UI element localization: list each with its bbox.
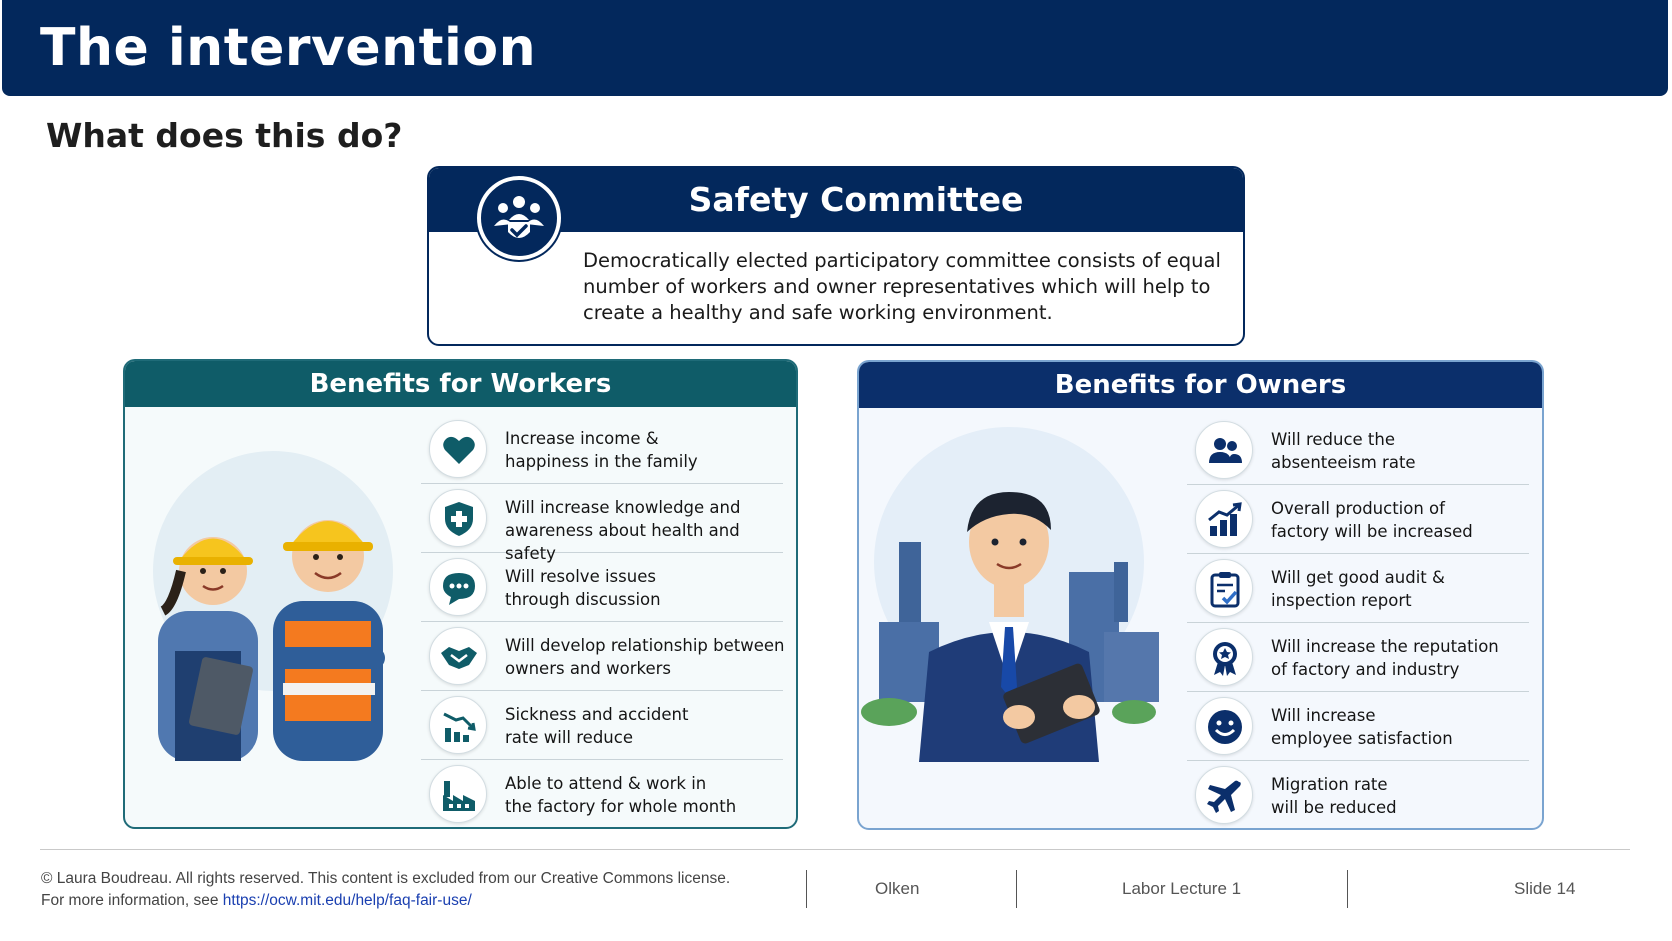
benefit-text: Will get good audit & inspection report bbox=[1271, 568, 1445, 610]
owners-panel-title: Benefits for Owners bbox=[859, 362, 1542, 408]
list-item bbox=[421, 622, 783, 691]
chart-down-icon bbox=[429, 696, 487, 754]
benefit-text: Will develop relationship between owners and workers bbox=[505, 636, 785, 678]
slide-title: The intervention bbox=[40, 18, 537, 78]
benefit-text: Migration rate will be reduced bbox=[1271, 775, 1397, 817]
benefit-text: Will increase knowledge and awareness about health and safety bbox=[505, 498, 741, 563]
list-item bbox=[421, 691, 783, 760]
list-item bbox=[421, 484, 783, 563]
workers-panel-title: Benefits for Workers bbox=[125, 361, 796, 407]
footer-separator bbox=[806, 870, 807, 908]
chart-up-icon bbox=[1195, 490, 1253, 548]
footer-divider bbox=[40, 849, 1630, 850]
committee-description: Democratically elected participatory committee consists of equal number of workers and owner representatives which will help to create a healthy and safe working environment. bbox=[583, 249, 1221, 324]
more-info-line bbox=[41, 890, 730, 912]
benefit-text: Overall production of factory will be increased bbox=[1271, 499, 1473, 541]
smiley-icon bbox=[1195, 697, 1253, 755]
fair-use-link[interactable]: https://ocw.mit.edu/help/faq-fair-use/ bbox=[222, 892, 472, 909]
owners-benefits-panel bbox=[857, 360, 1544, 830]
benefit-text: Increase income & happiness in the family bbox=[505, 429, 698, 471]
shield-plus-icon bbox=[429, 489, 487, 547]
list-item bbox=[1187, 692, 1529, 761]
benefit-text: Will resolve issues through discussion bbox=[505, 567, 661, 609]
more-info-text: For more information, see bbox=[41, 892, 223, 909]
footer-separator bbox=[1016, 870, 1017, 908]
chat-bubble-icon bbox=[429, 558, 487, 616]
people-icon bbox=[1195, 421, 1253, 479]
benefit-text: Will reduce the absenteeism rate bbox=[1271, 430, 1416, 472]
list-item bbox=[421, 760, 783, 829]
workers-illustration bbox=[133, 421, 403, 761]
list-item bbox=[1187, 416, 1529, 485]
title-bar bbox=[2, 0, 1668, 96]
copyright-text: © Laura Boudreau. All rights reserved. This content is excluded from our Creative Commons license. bbox=[41, 870, 731, 887]
footer-separator bbox=[1347, 870, 1348, 908]
award-ribbon-icon bbox=[1195, 628, 1253, 686]
handshake-icon bbox=[429, 627, 487, 685]
owner-illustration bbox=[859, 422, 1159, 762]
benefit-text: Sickness and accident rate will reduce bbox=[505, 705, 689, 747]
list-item bbox=[421, 553, 783, 622]
workers-benefits-panel bbox=[123, 359, 798, 829]
list-item bbox=[1187, 623, 1529, 692]
factory-icon bbox=[429, 765, 487, 823]
footer-slide-number: Slide 14 bbox=[1514, 879, 1576, 898]
owners-benefit-list bbox=[1187, 416, 1529, 830]
committee-shield-icon bbox=[477, 176, 561, 260]
benefit-text: Will increase the reputation of factory and industry bbox=[1271, 637, 1499, 679]
slide-subtitle: What does this do? bbox=[46, 116, 403, 155]
list-item bbox=[421, 415, 783, 484]
benefit-text: Able to attend & work in the factory for whole month bbox=[505, 774, 737, 816]
workers-benefit-list bbox=[421, 415, 783, 829]
list-item bbox=[1187, 554, 1529, 623]
heart-icon bbox=[429, 420, 487, 478]
copyright-notice bbox=[41, 868, 730, 912]
footer-lecture: Labor Lecture 1 bbox=[1122, 879, 1242, 898]
benefit-text: Will increase employee satisfaction bbox=[1271, 706, 1453, 748]
clipboard-check-icon bbox=[1195, 559, 1253, 617]
footer-author: Olken bbox=[875, 879, 920, 898]
committee-title: Safety Committee bbox=[429, 168, 1243, 232]
list-item bbox=[1187, 485, 1529, 554]
airplane-icon bbox=[1195, 766, 1253, 824]
list-item bbox=[1187, 761, 1529, 830]
